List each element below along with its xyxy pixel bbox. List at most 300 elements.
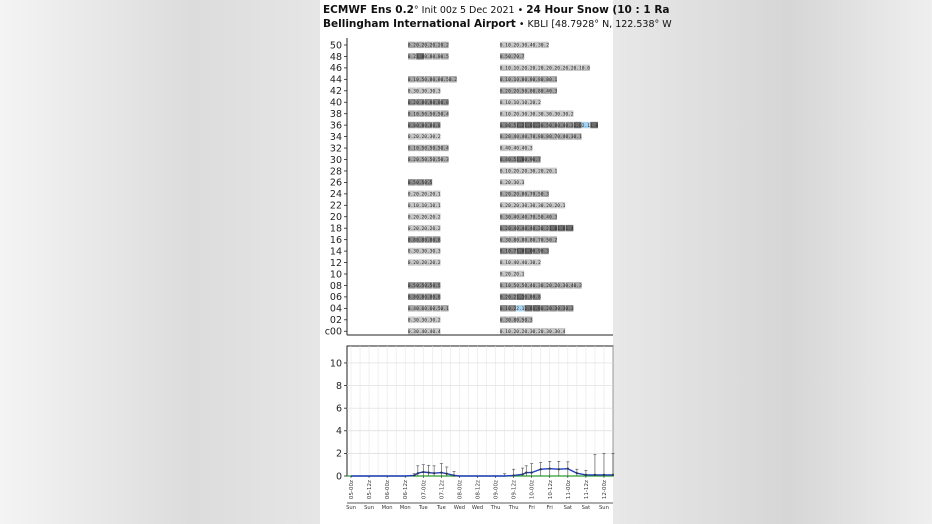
heatmap-cell-label: 0.3	[557, 306, 566, 312]
heatmap-cell-label: 0.5	[424, 181, 433, 186]
heatmap-cell-label: 0.1	[507, 66, 517, 72]
heatmap-cell-label: 0.1	[548, 77, 558, 83]
heatmap-y-tick-label: 50	[329, 40, 342, 52]
heatmap-cell-label: 0.8	[532, 295, 541, 301]
mean-point	[453, 474, 455, 476]
heatmap-cell-label: 1.3	[532, 123, 541, 129]
heatmap-cell-label: 0.2	[424, 192, 433, 198]
heatmap-cell-label: 0.8	[415, 238, 425, 244]
heatmap-cell-label: 0.4	[524, 226, 533, 232]
heatmap-cell-label: 0.3	[516, 203, 525, 209]
degree-mark: °	[413, 5, 419, 16]
heatmap-cell-label: 1.8	[524, 306, 533, 312]
mean-point	[422, 471, 424, 473]
heatmap-cell-label: 0.3	[532, 43, 541, 49]
heatmap-y-tick-label: 20	[329, 212, 342, 224]
heatmap-cell-label: 0.5	[424, 284, 433, 290]
heatmap-cell-label: 1.4	[565, 226, 574, 232]
heatmap-cell-label: 0.1	[499, 284, 509, 290]
heatmap-cell-label: 0.5	[415, 181, 425, 186]
heatmap-cell-label: 0.8	[499, 123, 509, 129]
x-tick-label: 08-12z	[475, 480, 482, 500]
heatmap-cell-label: 0.7	[532, 238, 541, 244]
heatmap-cell-label: 0.1	[407, 203, 417, 209]
heatmap-cell-label: 0.2	[565, 66, 574, 72]
heatmap-y-tick-label: 34	[329, 131, 342, 143]
heatmap-cell-label: 0.2	[424, 261, 433, 267]
heatmap-cell-label: 0.3	[524, 146, 533, 152]
heatmap-cell-label: 0.7	[524, 215, 533, 221]
heatmap-cell-label: 0.3	[524, 203, 533, 209]
heatmap-cell-label: 0.2	[540, 226, 550, 232]
meteogram-panel	[320, 0, 672, 524]
heatmap-cell-label: 0.2	[407, 215, 417, 221]
heatmap-cell-label: 0.3	[548, 112, 558, 118]
heatmap-cell-label: 0.0	[581, 66, 591, 72]
heatmap-cell-label: 1.0	[516, 158, 525, 164]
heatmap-cell-label: 0.2	[415, 261, 425, 267]
heatmap-cell-label: 2.1	[581, 123, 591, 129]
heatmap-cell-label: 0.5	[507, 158, 517, 164]
model-name: ECMWF Ens 0.2	[323, 4, 414, 16]
heatmap-cell-label: 0.2	[499, 203, 509, 209]
heatmap-cell-label: 0.3	[524, 112, 533, 118]
heatmap-cell-label: 0.6	[415, 306, 425, 312]
y-tick-label: 6	[335, 403, 342, 415]
y-tick-label: 2	[335, 448, 342, 460]
heatmap-cell-label: 0.4	[516, 261, 525, 267]
heatmap-cell-label: 0.8	[524, 238, 533, 244]
heatmap-cell-label: 0.8	[407, 295, 417, 301]
heatmap-y-tick-label: 24	[329, 189, 342, 201]
mean-point	[413, 474, 415, 476]
heatmap-cell-label: 0.2	[507, 295, 517, 301]
station-name: Bellingham International Airport	[323, 18, 516, 30]
heatmap-cell-label: 0.2	[524, 100, 533, 106]
heatmap-cell-label: 0.5	[407, 181, 417, 186]
x-tick-label: 11-00z	[565, 480, 572, 500]
heatmap-cell-label: 0.5	[440, 77, 449, 83]
heatmap-cell-label: 0.2	[407, 55, 417, 61]
heatmap-cell-label: 0.1	[407, 112, 417, 118]
heatmap-cell-label: 0.4	[540, 89, 550, 95]
x-tick-label: 07-12z	[439, 480, 446, 500]
heatmap-cell-label: 0.2	[499, 192, 509, 198]
heatmap-cell-label: 0.3	[548, 306, 558, 312]
heatmap-cell-label: 0.3	[540, 249, 550, 255]
heatmap-cell-label: 0.2	[507, 169, 517, 175]
day-label: Wed	[453, 505, 466, 511]
heatmap-cell-label: 0.2	[432, 43, 441, 49]
heatmap-cell-label: 0.2	[507, 329, 517, 335]
heatmap-cell-label: 0.2	[516, 329, 525, 335]
heatmap-cell-label: 0.4	[507, 215, 517, 221]
heatmap-cell-label: 0.8	[432, 77, 441, 83]
heatmap-cell-label: 0.8	[516, 192, 525, 198]
mean-point	[522, 473, 524, 475]
heatmap-y-tick-label: 06	[329, 292, 342, 304]
heatmap-cell-label: 0.5	[415, 77, 425, 83]
heatmap-cell-label: 0.3	[548, 329, 558, 335]
heatmap-cell-label: 0.3	[532, 284, 541, 290]
heatmap-cell-label: 0.3	[499, 238, 509, 244]
heatmap-cell-label: 0.4	[565, 284, 574, 290]
mean-point	[440, 472, 442, 474]
heatmap-cell-label: 0.2	[407, 192, 417, 198]
heatmap-cell-label: 0.2	[415, 43, 425, 49]
heatmap-cell-label: 0.4	[499, 146, 509, 152]
heatmap-cell-label: 0.8	[540, 135, 550, 141]
heatmap-cell-label: 0.2	[407, 261, 417, 267]
heatmap-cell-label: 0.5	[507, 284, 517, 290]
heatmap-cell-label: 0.4	[440, 112, 449, 118]
heatmap-cell-label: 0.1	[573, 135, 582, 141]
heatmap-cell-label: 0.3	[524, 169, 533, 175]
heatmap-cell-label: 0.8	[524, 295, 533, 301]
heatmap-cell-label: 0.1	[424, 203, 433, 209]
heatmap-cell-label: 0.4	[540, 215, 550, 221]
heatmap-cell-label: 0.8	[424, 100, 433, 106]
heatmap-cell-label: 0.1	[548, 169, 558, 175]
heatmap-cell-label: 0.1	[499, 329, 509, 335]
heatmap-cell-label: 0.8	[415, 295, 425, 301]
heatmap-cell-label: 0.7	[524, 135, 533, 141]
heatmap-y-tick-label: 28	[329, 166, 342, 178]
heatmap-cell-label: 0.4	[507, 226, 517, 232]
x-tick-label: 09-00z	[493, 480, 500, 500]
heatmap-cell-label: 0.3	[424, 89, 433, 95]
heatmap-cell-label: 0.3	[516, 112, 525, 118]
heatmap-cell-label: 0.2	[507, 89, 517, 95]
heatmap-cell-label: 0.4	[407, 306, 417, 312]
heatmap-cell-label: 0.1	[573, 66, 582, 72]
heatmap-y-tick-label: 02	[329, 315, 342, 327]
heatmap-y-tick-label: 10	[329, 269, 342, 281]
heatmap-y-tick-label: 22	[329, 200, 342, 212]
heatmap-cell-label: 0.8	[432, 295, 441, 301]
mean-point	[531, 472, 533, 474]
day-label: Mon	[381, 505, 393, 511]
heatmap-cell-label: 0.5	[516, 89, 525, 95]
day-label: Mon	[399, 505, 411, 511]
y-tick-label: 8	[335, 380, 342, 392]
heatmap-cell-label: 0.3	[532, 226, 541, 232]
heatmap-cell-label: 0.2	[524, 66, 533, 72]
heatmap-cell-label: 0.3	[424, 249, 433, 255]
heatmap-cell-label: 0.2	[499, 181, 509, 186]
heatmap-cell-label: 0.3	[516, 43, 525, 49]
heatmap-cell-label: 0.2	[407, 226, 417, 232]
heatmap-cell-label: 0.7	[516, 55, 525, 61]
heatmap-cell-label: 0.2	[540, 66, 550, 72]
heatmap-cell-label: 0.6	[424, 306, 433, 312]
heatmap-cell-label: 0.2	[507, 112, 517, 118]
heatmap-cell-label: 0.7	[532, 158, 541, 164]
heatmap-y-tick-label: 04	[329, 303, 342, 315]
chart-canvas	[320, 0, 613, 524]
heatmap-cell-label: 0.2	[499, 226, 509, 232]
heatmap-cell-label: 0.4	[507, 261, 517, 267]
heatmap-cell-label: 0.1	[440, 306, 449, 312]
background-left	[0, 0, 320, 524]
heatmap-cell-label: 0.8	[424, 295, 433, 301]
heatmap-y-tick-label: 40	[329, 97, 342, 109]
heatmap-cell-label: 0.2	[448, 77, 458, 83]
heatmap-cell-label: 0.4	[440, 146, 449, 152]
heatmap-cell-label: 0.2	[407, 135, 417, 141]
heatmap-cell-label: 0.1	[415, 203, 425, 209]
heatmap-cell-label: 0.5	[424, 146, 433, 152]
heatmap-cell-label: 0.2	[548, 284, 558, 290]
heatmap-cell-label: 0.3	[573, 284, 582, 290]
heatmap-y-tick-label: 12	[329, 257, 342, 269]
mean-point	[417, 472, 419, 474]
heatmap-y-tick-label: 30	[329, 154, 342, 166]
heatmap-cell-label: 0.4	[524, 284, 533, 290]
heatmap-y-tick-label: 16	[329, 234, 342, 246]
heatmap-cell-label: 0.2	[548, 66, 558, 72]
y-tick-label: 0	[335, 471, 342, 483]
heatmap-cell-label: 0.3	[540, 329, 550, 335]
heatmap-cell-label: 0.8	[507, 318, 517, 324]
heatmap-cell-label: 0.1	[499, 77, 509, 83]
y-tick-label: 4	[335, 426, 342, 438]
background-right	[613, 0, 932, 524]
heatmap-cell-label: 0.3	[407, 329, 417, 335]
heatmap-cell-label: 0.5	[516, 284, 525, 290]
heatmap-y-tick-label: 26	[329, 177, 342, 189]
heatmap-cell-label: 0.8	[516, 238, 525, 244]
heatmap-y-tick-label: 14	[329, 246, 342, 258]
heatmap-cell-label: 0.8	[407, 238, 417, 244]
heatmap-cell-label: 0.5	[432, 158, 441, 164]
day-label: Sun	[346, 505, 356, 511]
heatmap-cell-label: 0.2	[415, 192, 425, 198]
heatmap-cell-label: 0.9	[524, 158, 533, 164]
heatmap-cell-label: 0.7	[524, 192, 533, 198]
heatmap-cell-label: 0.8	[424, 123, 433, 129]
heatmap-cell-label: 0.3	[424, 318, 433, 324]
heatmap-cell-label: 0.2	[507, 306, 517, 312]
heatmap-cell-label: 0.1	[516, 272, 525, 278]
day-label: Thu	[508, 505, 519, 511]
heatmap-cell-label: 0.1	[499, 112, 509, 118]
heatmap-cell-label: 0.2	[499, 295, 509, 301]
heatmap-cell-label: 0.5	[540, 123, 550, 129]
heatmap-cell-label: 1.0	[548, 226, 558, 232]
heatmap-cell-label: 0.5	[532, 192, 541, 198]
heatmap-cell-label: 0.7	[507, 249, 517, 255]
mean-point	[540, 468, 542, 470]
heatmap-cell-label: 0.1	[407, 77, 417, 83]
heatmap-y-tick-label: 46	[329, 63, 342, 75]
heatmap-cell-label: 1.0	[415, 55, 425, 61]
heatmap-cell-label: 0.8	[532, 77, 541, 83]
heatmap-cell-label: 0.3	[565, 123, 574, 129]
heatmap-cell-label: 0.3	[548, 89, 558, 95]
heatmap-cell-label: 0.5	[415, 158, 425, 164]
heatmap-cell-label: 0.2	[432, 226, 441, 232]
heatmap-cell-label: 0.1	[432, 192, 441, 198]
heatmap-cell-label: 0.5	[432, 146, 441, 152]
heatmap-cell-label: 0.4	[557, 123, 566, 129]
heatmap-y-tick-label: 18	[329, 223, 342, 235]
heatmap-cell-label: 0.5	[432, 284, 441, 290]
heatmap-cell-label: 0.3	[415, 249, 425, 255]
mean-point	[576, 472, 578, 474]
heatmap-cell-label: 0.2	[540, 306, 550, 312]
heatmap-cell-label: 0.1	[432, 203, 441, 209]
heatmap-cell-label: 0.5	[532, 215, 541, 221]
heatmap-cell-label: 0.4	[524, 43, 533, 49]
mean-point	[612, 474, 614, 476]
day-label: Wed	[471, 505, 484, 511]
heatmap-cell-label: 0.2	[565, 112, 574, 118]
heatmap-cell-label: 0.3	[524, 261, 533, 267]
heatmap-cell-label: 0.3	[524, 318, 533, 324]
heatmap-cell-label: 0.1	[499, 306, 509, 312]
station-detail: • KBLI [48.7928° N, 122.538° W	[515, 19, 672, 30]
heatmap-cell-label: 0.3	[432, 89, 441, 95]
heatmap-cell-label: 0.8	[507, 238, 517, 244]
heatmap-cell-label: 0.1	[507, 100, 517, 106]
heatmap-cell-label: 1.0	[524, 249, 533, 255]
heatmap-y-tick-label: c00	[324, 326, 342, 338]
heatmap-cell-label: 0.4	[415, 329, 425, 335]
heatmap-cell-label: 0.2	[424, 43, 433, 49]
heatmap-cell-label: 0.7	[507, 55, 517, 61]
heatmap-cell-label: 0.1	[499, 249, 509, 255]
heatmap-cell-label: 0.3	[407, 249, 417, 255]
heatmap-cell-label: 0.8	[424, 77, 433, 83]
heatmap-cell-label: 0.3	[548, 215, 558, 221]
mean-point	[433, 472, 435, 474]
heatmap-cell-label: 1.0	[573, 123, 582, 129]
heatmap-cell-label: 0.3	[499, 215, 509, 221]
heatmap-cell-label: 0.2	[516, 66, 525, 72]
heatmap-cell-label: 0.3	[524, 329, 533, 335]
heatmap-cell-label: 1.0	[524, 123, 533, 129]
init-time: Init 00z 5 Dec 2021 •	[418, 5, 527, 16]
mean-point	[603, 474, 605, 476]
heatmap-y-tick-label: 36	[329, 120, 342, 132]
heatmap-cell-label: 0.2	[432, 318, 441, 324]
heatmap-cell-label: 0.3	[407, 318, 417, 324]
x-tick-label: 07-00z	[421, 480, 428, 500]
heatmap-cell-label: 0.2	[507, 43, 517, 49]
x-tick-label: 06-00z	[385, 480, 392, 500]
heatmap-cell-label: 0.2	[424, 226, 433, 232]
day-label: Sun	[599, 505, 609, 511]
heatmap-cell-label: 0.3	[540, 112, 550, 118]
heatmap-cell-label: 0.8	[415, 123, 425, 129]
heatmap-cell-label: 0.1	[499, 261, 509, 267]
heatmap-cell-label: 0.5	[415, 112, 425, 118]
heatmap-cell-label: 0.2	[540, 169, 550, 175]
heatmap-cell-label: 0.3	[499, 318, 509, 324]
heatmap-cell-label: 0.1	[557, 203, 566, 209]
x-tick-label: 11-12z	[583, 480, 590, 500]
heatmap-cell-label: 0.2	[499, 272, 509, 278]
mean-point	[558, 468, 560, 470]
heatmap-cell-label: 0.2	[440, 43, 449, 49]
heatmap-cell-label: 0.2	[407, 158, 417, 164]
heatmap-cell-label: 0.8	[532, 135, 541, 141]
heatmap-cell-label: 0.1	[516, 100, 525, 106]
heatmap-y-tick-label: 42	[329, 86, 342, 98]
heatmap-cell-label: 0.8	[524, 89, 533, 95]
heatmap-cell-label: 0.1	[407, 146, 417, 152]
heatmap-cell-label: 2.1	[516, 306, 525, 312]
heatmap-cell-label: 0.1	[507, 77, 517, 83]
heatmap-cell-label: 1.2	[516, 123, 525, 129]
heatmap-cell-label: 0.2	[532, 261, 541, 267]
heatmap-cell-label: 0.3	[532, 203, 541, 209]
heatmap-cell-label: 0.5	[440, 55, 449, 61]
heatmap-cell-label: 0.4	[516, 215, 525, 221]
x-tick-label: 05-12z	[367, 480, 374, 500]
y-tick-label: 10	[329, 358, 342, 370]
heatmap-cell-label: 0.3	[440, 158, 449, 164]
heatmap-cell-label: 0.5	[415, 284, 425, 290]
heatmap-cell-label: 0.4	[516, 146, 525, 152]
heatmap-cell-label: 0.2	[540, 43, 550, 49]
heatmap-cell-label: 0.2	[516, 169, 525, 175]
heatmap-y-tick-label: 08	[329, 280, 342, 292]
heatmap-cell-label: 0.4	[516, 135, 525, 141]
heatmap-cell-label: 0.2	[499, 135, 509, 141]
heatmap-cell-label: 0.2	[432, 261, 441, 267]
heatmap-cell-label: 0.8	[440, 100, 449, 106]
heatmap-cell-label: 0.8	[432, 100, 441, 106]
heatmap-cell-label: 0.4	[507, 146, 517, 152]
heatmap-cell-label: 0.5	[432, 112, 441, 118]
heatmap-cell-label: 1.8	[589, 123, 599, 129]
day-label: Fri	[546, 505, 553, 511]
heatmap-cell-label: 0.1	[499, 66, 509, 72]
heatmap-cell-label: 1.1	[516, 295, 525, 301]
heatmap-cell-label: 0.2	[532, 169, 541, 175]
heatmap-cell-label: 0.3	[557, 112, 566, 118]
day-label: Thu	[490, 505, 501, 511]
heatmap-y-tick-label: 48	[329, 51, 342, 63]
heatmap-cell-label: 0.2	[507, 272, 517, 278]
heatmap-cell-label: 0.2	[415, 226, 425, 232]
heatmap-cell-label: 0.5	[540, 238, 550, 244]
heatmap-cell-label: 0.3	[565, 306, 574, 312]
heatmap-cell-label: 0.3	[507, 181, 517, 186]
heatmap-cell-label: 0.8	[424, 55, 433, 61]
mean-point	[567, 468, 569, 470]
heatmap-cell-label: 0.2	[407, 43, 417, 49]
heatmap-y-tick-label: 38	[329, 109, 342, 120]
heatmap-cell-label: 0.2	[532, 66, 541, 72]
heatmap-cell-label: 0.9	[532, 249, 541, 255]
x-tick-label: 09-12z	[511, 480, 518, 500]
heatmap-cell-label: 0.3	[540, 192, 550, 198]
heatmap-cell-label: 0.8	[424, 238, 433, 244]
day-label: Tue	[418, 505, 428, 511]
heatmap-cell-label: 0.3	[415, 318, 425, 324]
heatmap-cell-label: 0.4	[424, 329, 433, 335]
heatmap-cell-label: 0.2	[432, 135, 441, 141]
heatmap-cell-label: 0.2	[507, 203, 517, 209]
day-label: Fri	[528, 505, 535, 511]
heatmap-cell-label: 0.2	[499, 89, 509, 95]
heatmap-y-tick-label: 44	[329, 74, 342, 86]
mean-point	[428, 472, 430, 474]
heatmap-cell-label: 0.4	[516, 226, 525, 232]
